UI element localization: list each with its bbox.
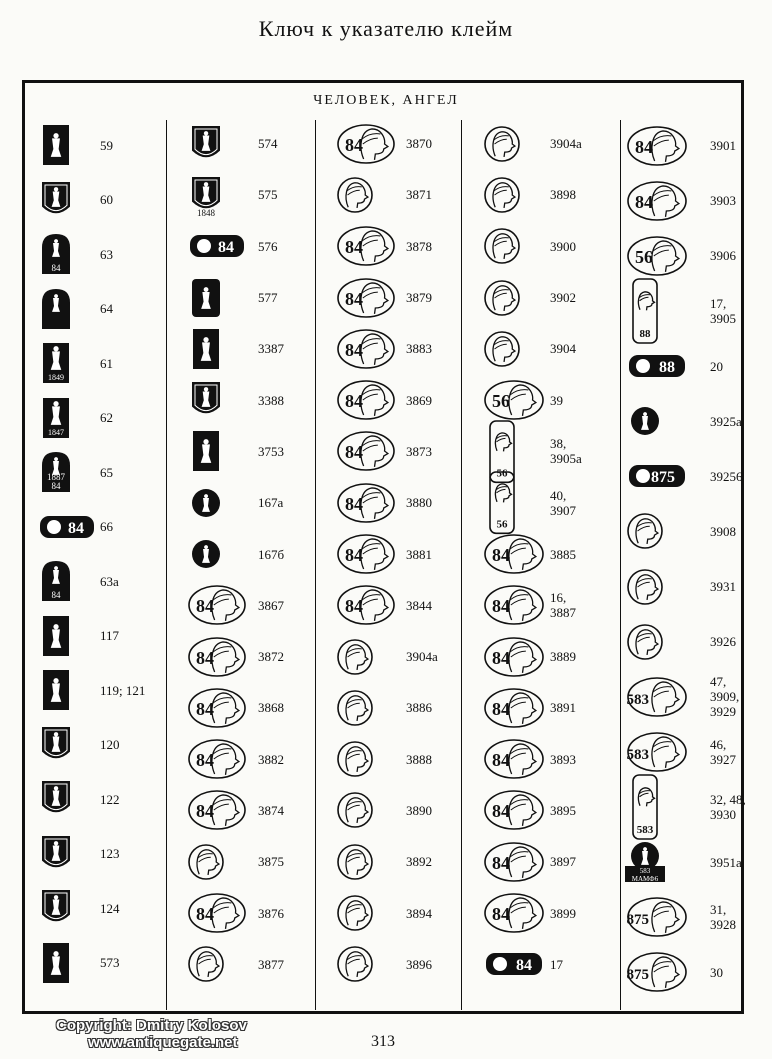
mark-20 [625, 344, 689, 393]
mark-3908 [625, 509, 665, 558]
svg-text:84: 84 [492, 852, 510, 873]
mark-3753 [186, 429, 226, 478]
mark-reference-number: 63 [100, 246, 113, 262]
mark-reference-number: 576 [258, 238, 278, 254]
mark-3872 [186, 635, 248, 684]
mark-reference-number: 3873 [406, 443, 432, 459]
svg-text:56: 56 [496, 518, 508, 531]
mark-reference-number: 3898 [550, 187, 576, 203]
svg-text:84: 84 [492, 698, 510, 719]
mark-3869 [335, 378, 397, 427]
mark-reference-number: 3879 [406, 290, 432, 306]
mark-3387 [186, 327, 226, 376]
mark-reference-number: 3872 [258, 649, 284, 665]
mark-574 [186, 122, 226, 171]
mark-reference-number: 119; 121 [100, 682, 146, 698]
mark-reference-number: 167б [258, 546, 285, 562]
svg-text:84: 84 [345, 237, 363, 258]
mark-63 [36, 232, 76, 281]
mark-3879 [335, 276, 397, 325]
mark-3926 [625, 620, 665, 669]
mark-reference-number: 3926 [710, 634, 736, 650]
svg-text:56: 56 [492, 391, 510, 412]
mark-3890 [335, 788, 375, 837]
mark-reference-number: 3899 [550, 905, 576, 921]
svg-text:84: 84 [196, 647, 214, 668]
mark-3931 [625, 565, 665, 614]
mark-reference-number: 17 [550, 956, 563, 972]
mark-reference-number: 123 [100, 846, 120, 862]
mark-63а [36, 559, 76, 608]
mark-17-3905 [625, 277, 665, 350]
svg-text:84: 84 [492, 647, 510, 668]
mark-123 [36, 832, 76, 881]
mark-3902 [482, 276, 522, 325]
mark-reference-number: 3886 [406, 700, 432, 716]
mark-3870 [335, 122, 397, 171]
mark-reference-number: 3875 [258, 854, 284, 870]
mark-reference-number: 3388 [258, 392, 284, 408]
mark-32-48-3930 [625, 773, 665, 846]
svg-text:88: 88 [639, 327, 651, 340]
mark-reference-number: 3753 [258, 443, 284, 459]
mark-reference-number: 60 [100, 192, 113, 208]
mark-3899 [482, 891, 546, 940]
svg-text:84: 84 [345, 288, 363, 309]
mark-reference-number: 3889 [550, 649, 576, 665]
mark-reference-number: 3903 [710, 193, 736, 209]
svg-text:84: 84 [196, 698, 214, 719]
mark-reference-number: 3891 [550, 700, 576, 716]
svg-text:84: 84 [196, 596, 214, 617]
mark-575 [186, 173, 226, 222]
svg-text:84: 84 [492, 596, 510, 617]
svg-text:84: 84 [345, 339, 363, 360]
mark-3388 [186, 378, 226, 427]
page-title: Ключ к указателю клейм [258, 16, 514, 41]
mark-3892 [335, 840, 375, 889]
mark-reference-number: 61 [100, 355, 113, 371]
mark-3877 [186, 942, 226, 991]
mark-reference-number: 3893 [550, 751, 576, 767]
svg-text:875: 875 [626, 967, 649, 984]
svg-text:84: 84 [218, 239, 234, 257]
mark-reference-number: 3931 [710, 579, 736, 595]
mark-reference-number: 3900 [550, 238, 576, 254]
mark-61 [36, 341, 76, 390]
mark-reference-number: 63а [100, 573, 119, 589]
mark-reference-number: 573 [100, 955, 120, 971]
mark-reference-number: 40, 3907 [550, 487, 576, 518]
mark-3886 [335, 686, 375, 735]
svg-text:84: 84 [51, 263, 61, 274]
mark-reference-number: 3880 [406, 495, 432, 511]
mark-3891 [482, 686, 546, 735]
column-divider [620, 120, 621, 1010]
mark-3889 [482, 635, 546, 684]
mark-3888 [335, 737, 375, 786]
mark-3871 [335, 173, 375, 222]
svg-text:84: 84 [345, 493, 363, 514]
svg-text:84: 84 [516, 957, 532, 975]
mark-reference-number: 3925а [710, 413, 742, 429]
mark-64 [36, 287, 76, 336]
svg-text:56: 56 [635, 246, 653, 267]
mark-reference-number: 3951а [710, 854, 742, 870]
mark-3895 [482, 788, 546, 837]
svg-text:88: 88 [659, 359, 675, 377]
mark-reference-number: 577 [258, 290, 278, 306]
mark-reference-number: 3894 [406, 905, 432, 921]
mark-reference-number: 31, 3928 [710, 902, 736, 933]
mark-reference-number: 3883 [406, 341, 432, 357]
svg-text:84: 84 [492, 801, 510, 822]
mark-reference-number: 38, 3905а [550, 436, 582, 467]
mark-3875 [186, 840, 226, 889]
svg-text:875: 875 [626, 912, 649, 929]
copyright-text: Copyright: Dmitry Kolosov [56, 1017, 247, 1034]
mark-3900 [482, 224, 522, 273]
mark-reference-number: 16, 3887 [550, 590, 576, 621]
svg-text:84: 84 [196, 750, 214, 771]
mark-reference-number: 3876 [258, 905, 284, 921]
column-divider [461, 120, 462, 1010]
mark-576 [186, 224, 248, 273]
svg-text:84: 84 [68, 519, 84, 537]
mark-167б [186, 532, 226, 581]
mark-reference-number: 3895 [550, 802, 576, 818]
mark-reference-number: 3387 [258, 341, 284, 357]
mark-reference-number: 3896 [406, 956, 432, 972]
mark-reference-number: 3885 [550, 546, 576, 562]
mark-reference-number: 3904а [550, 136, 582, 152]
mark-3906 [625, 234, 689, 283]
mark-reference-number: 575 [258, 187, 278, 203]
mark-3885 [482, 532, 546, 581]
svg-text:84: 84 [51, 590, 61, 601]
mark-3883 [335, 327, 397, 376]
mark-reference-number: 3868 [258, 700, 284, 716]
mark-3873 [335, 429, 397, 478]
mark-3898 [482, 173, 522, 222]
mark-reference-number: 3906 [710, 248, 736, 264]
mark-3903 [625, 179, 689, 228]
mark-122 [36, 777, 76, 826]
svg-text:583: 583 [639, 867, 651, 876]
mark-60 [36, 178, 76, 227]
mark-reference-number: 39 [550, 392, 563, 408]
mark-3897 [482, 840, 546, 889]
mark-reference-number: 46, 3927 [710, 736, 736, 767]
mark-3880 [335, 481, 397, 530]
svg-text:583: 583 [626, 691, 649, 708]
mark-reference-number: 3867 [258, 597, 284, 613]
mark-3904а [482, 122, 522, 171]
mark-reference-number: 62 [100, 410, 113, 426]
mark-reference-number: 167а [258, 495, 284, 511]
mark-reference-number: 3888 [406, 751, 432, 767]
mark-reference-number: 3878 [406, 238, 432, 254]
column-divider [315, 120, 316, 1010]
svg-text:84: 84 [345, 596, 363, 617]
mark-reference-number: 3904а [406, 649, 438, 665]
mark-reference-number: 20 [710, 358, 723, 374]
svg-text:МАМФ6: МАМФ6 [631, 875, 659, 884]
mark-reference-number: 47, 3909, 3929 [710, 674, 740, 720]
mark-reference-number: 117 [100, 628, 120, 644]
mark-47-3909-3929 [625, 675, 689, 724]
mark-3874 [186, 788, 248, 837]
mark-573 [36, 941, 76, 990]
svg-text:583: 583 [626, 746, 649, 763]
mark-120 [36, 723, 76, 772]
mark-reference-number: 3874 [258, 802, 284, 818]
mark-reference-number: 3870 [406, 136, 432, 152]
mark-3867 [186, 583, 248, 632]
mark-reference-number: 65 [100, 464, 113, 480]
svg-text:875: 875 [651, 469, 675, 487]
mark-3878 [335, 224, 397, 273]
svg-text:84: 84 [345, 545, 363, 565]
svg-text:56: 56 [496, 467, 508, 480]
mark-reference-number: 39256 [710, 468, 743, 484]
svg-text:1887: 1887 [47, 472, 65, 483]
mark-reference-number: 124 [100, 900, 120, 916]
website-url: www.antiquegate.net [88, 1034, 238, 1051]
mark-3894 [335, 891, 375, 940]
mark-reference-number: 3869 [406, 392, 432, 408]
mark-reference-number: 574 [258, 136, 278, 152]
mark-reference-number: 59 [100, 137, 113, 153]
mark-reference-number: 3871 [406, 187, 432, 203]
mark-62 [36, 396, 76, 445]
mark-reference-number: 3897 [550, 854, 576, 870]
mark-3896 [335, 942, 375, 991]
mark-117 [36, 614, 76, 663]
copyright-watermark [56, 1017, 247, 1051]
mark-reference-number: 3844 [406, 597, 432, 613]
mark-119-121 [36, 668, 76, 717]
mark-reference-number: 3908 [710, 523, 736, 539]
section-title: ЧЕЛОВЕК, АНГЕЛ [313, 93, 459, 108]
mark-3876 [186, 891, 248, 940]
svg-text:84: 84 [345, 134, 363, 155]
mark-reference-number: 3882 [258, 751, 284, 767]
mark-reference-number: 3902 [550, 290, 576, 306]
mark-65 [36, 450, 76, 499]
mark-3904а [335, 635, 375, 684]
svg-text:84: 84 [345, 391, 363, 412]
mark-124 [36, 886, 76, 935]
mark-reference-number: 32, 48, 3930 [710, 792, 746, 823]
svg-text:84: 84 [51, 481, 61, 492]
mark-3925а [625, 399, 665, 448]
svg-text:583: 583 [636, 824, 654, 837]
mark-3881 [335, 532, 397, 581]
mark-40-3907 [482, 470, 522, 540]
mark-reference-number: 64 [100, 301, 113, 317]
mark-reference-number: 3892 [406, 854, 432, 870]
mark-reference-number: 30 [710, 964, 723, 980]
svg-text:1847: 1847 [48, 427, 64, 437]
mark-reference-number: 120 [100, 737, 120, 753]
svg-text:84: 84 [196, 904, 214, 925]
mark-17 [482, 942, 546, 991]
mark-167а [186, 481, 226, 530]
mark-3901 [625, 124, 689, 173]
mark-reference-number: 3904 [550, 341, 576, 357]
mark-39256 [625, 454, 689, 503]
mark-reference-number: 3877 [258, 956, 284, 972]
svg-text:84: 84 [492, 750, 510, 771]
mark-30 [625, 950, 689, 999]
mark-16-3887 [482, 583, 546, 632]
page-number: 313 [371, 1033, 395, 1050]
mark-reference-number: 66 [100, 519, 113, 535]
mark-reference-number: 3901 [710, 138, 736, 154]
mark-3844 [335, 583, 397, 632]
mark-3904 [482, 327, 522, 376]
svg-text:1848: 1848 [197, 207, 215, 217]
mark-3868 [186, 686, 248, 735]
mark-reference-number: 17, 3905 [710, 295, 736, 326]
svg-text:84: 84 [492, 545, 510, 565]
svg-text:84: 84 [635, 191, 653, 212]
mark-3893 [482, 737, 546, 786]
mark-3951а [625, 840, 665, 889]
mark-46-3927 [625, 730, 689, 779]
mark-31-3928 [625, 895, 689, 944]
svg-text:84: 84 [345, 442, 363, 463]
svg-text:84: 84 [196, 801, 214, 822]
mark-3882 [186, 737, 248, 786]
column-divider [166, 120, 167, 1010]
svg-text:84: 84 [492, 904, 510, 925]
mark-59 [36, 123, 76, 172]
svg-text:84: 84 [635, 136, 653, 157]
mark-reference-number: 3881 [406, 546, 432, 562]
mark-reference-number: 122 [100, 791, 120, 807]
svg-text:1849: 1849 [48, 373, 64, 383]
mark-reference-number: 3890 [406, 802, 432, 818]
mark-66 [36, 505, 98, 554]
mark-577 [186, 276, 226, 325]
